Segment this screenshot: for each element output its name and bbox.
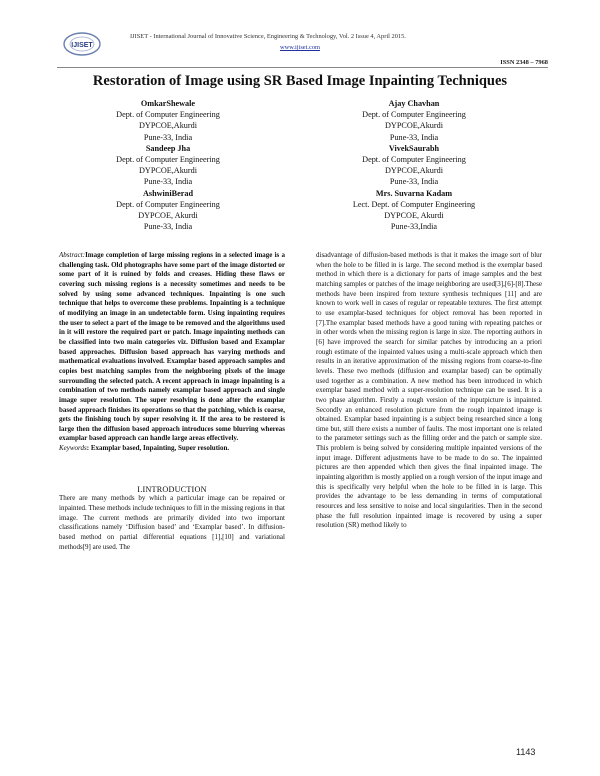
left-column xyxy=(59,251,285,552)
header-divider xyxy=(57,67,548,68)
author-name: Sandeep Jha xyxy=(145,143,191,153)
author-city: Pune-33, India xyxy=(389,132,439,142)
journal-header: IJISET - International Journal of Innovative Science, Engineering & Technology, Vol. 2 Issue 4, April 2015. xyxy=(130,33,406,40)
author-college: DYPCOE,Akurdi xyxy=(139,166,197,176)
journal-url-link[interactable]: www.ijiset.com xyxy=(279,44,321,51)
author-dept: Dept. of Computer Engineering xyxy=(362,155,466,165)
author-dept: Dept. of Computer Engineering xyxy=(116,199,220,209)
author-block xyxy=(68,143,268,188)
authors-left xyxy=(68,98,268,232)
author-city: Pune-33, India xyxy=(143,132,193,142)
logo-text: IJISET xyxy=(71,42,93,49)
author-block xyxy=(314,143,514,188)
author-dept: Lect. Dept. of Computer Engineering xyxy=(352,199,476,209)
keywords-text: : Examplar based, Inpainting, Super resolution. xyxy=(86,444,230,453)
right-column xyxy=(316,251,542,531)
author-college: DYPCOE, Akurdi xyxy=(384,211,444,221)
author-college: DYPCOE, Akurdi xyxy=(138,211,198,221)
paper-title: Restoration of Image using SR Based Image Inpainting Techniques xyxy=(92,73,508,89)
section-heading: I.INTRODUCTION xyxy=(137,484,207,494)
author-name: AshwiniBerad xyxy=(142,188,194,198)
abstract-label: Abstract: xyxy=(59,251,86,259)
author-block xyxy=(314,188,514,233)
issn-label: ISSN 2348 – 7968 xyxy=(500,59,548,66)
page-number: 1143 xyxy=(516,747,536,757)
author-name: OmkarShewale xyxy=(140,99,196,108)
author-block xyxy=(68,98,268,143)
author-dept: Dept. of Computer Engineering xyxy=(116,110,220,120)
author-college: DYPCOE,Akurdi xyxy=(385,166,443,176)
author-name: Mrs. Suvarna Kadam xyxy=(375,188,453,198)
author-city: Pune-33, India xyxy=(143,177,193,187)
author-college: DYPCOE,Akurdi xyxy=(385,121,443,131)
keywords xyxy=(59,444,285,454)
authors-right xyxy=(314,98,514,232)
author-dept: Dept. of Computer Engineering xyxy=(362,110,466,120)
author-city: Pune-33, India xyxy=(143,222,193,232)
author-city: Pune-33,India xyxy=(390,222,438,232)
author-block xyxy=(68,188,268,233)
intro-paragraph: There are many methods by which a particular image can be repaired or inpainted. These methods include techniques to fill in the missing regions in that image. The current methods are primarily divided into two important classifications namely ‘Diffusion based’ and ‘Examplar based’. In diffusion-based method on partial differential equations [1],[10] and variational methods[9] are used. The xyxy=(59,494,285,551)
author-city: Pune-33, India xyxy=(389,177,439,187)
abstract xyxy=(59,251,285,444)
abstract-text: Image completion of large missing regions in a selected image is a challenging task. Old photographs have some part of the image distorted or some part of it is ruined by folds and creases. Hiding these flaws or covering such missing regions is a necessity sometimes and needs to be solved by using some advanced techniques. Inpainting is one such technique that helps to overcome these problems. Inpainting is a technique of modifying an image in an undetectable form. Using inpainting requires the user to select a part of the image to be removed and the algorithms used in it will restore the required part or patch. Image inpainting methods can be classified into two main categories viz. Diffusion based and Examplar based approaches. Diffusion based approach has varying methods and mathematical evaluations involved. Examplar based approach samples and copies best matching samples from the neighboring pixels of the image surrounding the selected patch. A recent approach in image inpainting is a combination of two methods namely examplar based approach and single image super resolution. The super resolving is done after the examplar based approach finishes its operations so that the patching, which is coarse, gets the finishing touch by super resolving it. If the area to be restored is large then the diffusion based approach introduces some blurring whereas examplar based approach can handle large areas effectively. xyxy=(59,251,285,443)
author-name: Ajay Chavhan xyxy=(388,99,440,108)
intro-continued-paragraph: disadvantage of diffusion-based methods is that it makes the image sort of blur when the hole to be filled in is large. The second method is the exemplar based method in which there is a dictionary for parts of image samples and the best matching samples or patches of the image neighboring are used[3],[6]-[8].These methods have been inspired from texture synthesis techniques [11] and are known to work well in cases of regular or repeatable textures. The first attempt to use examplar-based techniques for object removal has been reported in [7].The examplar based methods have a good tuning with repeating patches or in other words when the missing region is large in size. The reporting authors in [6] have improved the search for similar patches by introducing an a priori rough estimate of the inpainted values using a multi-scale approach which then results in an iterative approximation of the missing regions from coarse-to-fine levels. These two methods (diffusion and examplar based) can be optimally used together as a combination. A new method has been introduced in which exemplar based method with a super-resolution technique can be used. It is a two phase algorithm. Firstly a rough version of the inputpicture is inpainted. Secondly an enhanced resolution picture from the rough inpainted image is obtained. Examplar based inpainting is a subject being researched since a long time but, still there exists a number of faults. The most important one is related to the parameter settings such as the filling order and the patch or sample size. This problem is being solved by considering multiple inpainted versions of the input image. Different adjustments have to be made to do so. The inpainted pictures are then appended which then gives the final inpainted image. The inpainting algorithm is mostly applied on a rough version of the input image and this is specifically very helpful when the hole to be filled in is large. This provides the advantage to be less demanding in terms of computational resources and less sensitive to noise and local singularities. Then in the second phase the full resolution inpainted image is recovered by using a super resolution (SR) method likely to xyxy=(316,251,542,530)
author-dept: Dept. of Computer Engineering xyxy=(116,155,220,165)
author-name: VivekSaurabh xyxy=(388,143,440,153)
keywords-label: Keywords xyxy=(59,444,87,453)
author-college: DYPCOE,Akurdi xyxy=(139,121,197,131)
author-block xyxy=(314,98,514,143)
